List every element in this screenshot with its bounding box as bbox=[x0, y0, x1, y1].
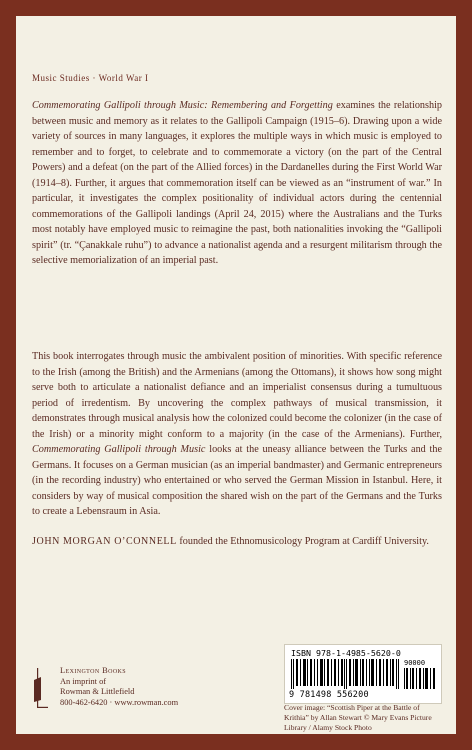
publisher-contact: 800-462-6420 · www.rowman.com bbox=[60, 697, 179, 707]
barcode-box bbox=[284, 644, 442, 704]
publisher-block bbox=[32, 666, 192, 716]
author-bio bbox=[32, 534, 442, 550]
description-paragraph-2 bbox=[32, 349, 442, 520]
book-title-italic-2: Commemorating Gallipoli through Music bbox=[32, 444, 206, 455]
description-text-2b: looks at the uneasy alliance between the Turks and the Germans. It focuses on a German musician (as an imperial bandmaster) and Germanic entrepreneurs (in the recording industry) who entertained or who served the German Mission in Istanbul. Here, it considers by way of musical composition the shared wish on the part of the Germans and the Turks to create a Lebensraum in Asia. bbox=[32, 444, 442, 517]
isbn-text: ISBN 978-1-4985-5620-0 bbox=[291, 648, 401, 658]
lexington-books-logo bbox=[32, 666, 50, 712]
description-paragraph-1 bbox=[32, 98, 442, 269]
publisher-imprint-line: An imprint of bbox=[60, 676, 107, 686]
ean-number: 9 781498 556200 bbox=[289, 690, 369, 700]
description-text-2a: This book interrogates through music the ambivalent position of minorities. With specific reference to the Irish (among the British) and the Armenians (among the Ottomans), it shows how song might serve both to articulate a nationalist defiance and an imperialist consensus during a tumultuous period of irredentism. By uncovering the complex pathways of musical transmission, it demonstrates through musical analysis how the colonized could become the colonizer (in the case of the Irish) or a minority might conform to a majority (in the case of the Armenians). Further, bbox=[32, 351, 442, 440]
publisher-name: Lexington Books bbox=[60, 666, 127, 675]
description-text-1: examines the relationship between music and memory as it relates to the Gallipoli Campaign (1915–6). Drawing upon a wide variety of sources in many languages, it explores the multiple ways in which music is employed to remember and to forget, to celebrate and to commemorate a victory (on the part of the Central Powers) and a defeat (on the part of the Allied forces) in the Dardanelles during the First World War (1914–8). Further, it argues that commemoration itself can be viewed as an “instrument of war.” In particular, it investigates the complex positionality of individual actors during the centennial commemorations of the Gallipoli landings (April 24, 2015) where the Australians and the Turks most notably have employed music to reimagine the past, both nationalities invoking the “Gallipoli spirit” (tr. “Çanakkale ruhu”) to advance a nationalist agenda and a resurgent militarism through the selective memorialization of an imperial past. bbox=[32, 100, 442, 266]
price-code-text: 90000 bbox=[404, 659, 426, 667]
publisher-parent: Rowman & Littlefield bbox=[60, 687, 135, 696]
author-bio-text: founded the Ethnomusicology Program at Cardiff University. bbox=[176, 536, 429, 547]
price-barcode bbox=[403, 668, 437, 689]
cover-image-credit: Cover image: “Scottish Piper at the Battle of Krithia” by Allan Stewart © Mary Evans Picture Library / Alamy Stock Photo bbox=[284, 703, 432, 732]
book-title-italic: Commemorating Gallipoli through Music: Remembering and Forgetting bbox=[32, 100, 333, 111]
author-name: JOHN MORGAN O’CONNELL bbox=[32, 536, 177, 547]
category-label: Music Studies · World War I bbox=[32, 73, 149, 83]
publisher-text bbox=[60, 666, 178, 708]
ean-barcode bbox=[291, 659, 401, 689]
